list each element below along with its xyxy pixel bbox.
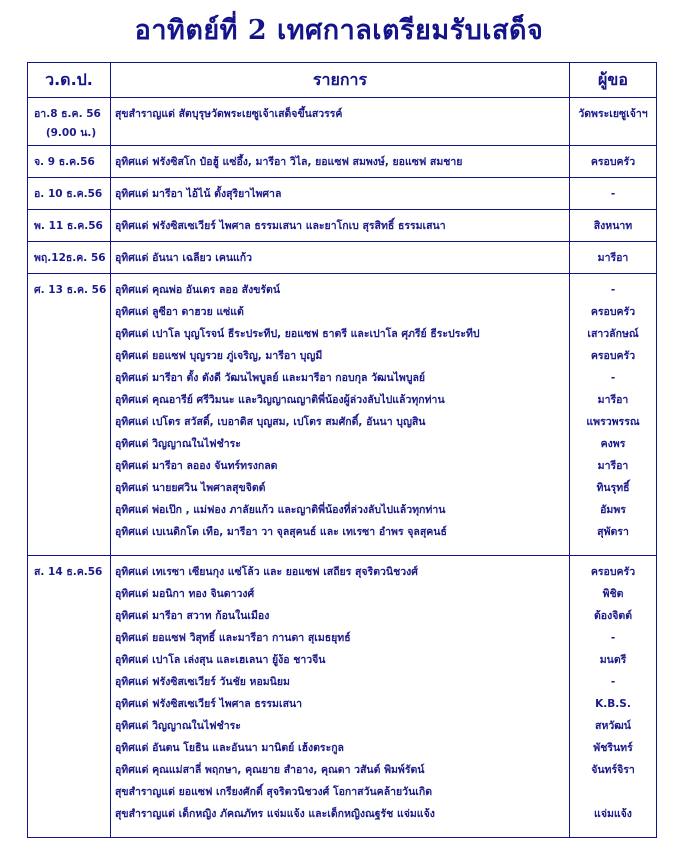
intention-line: อุทิศแด่ อันตน โยธิน และอันนา มานิตย์ เฮ้งตระกูล [115, 742, 344, 754]
requester-name: ครอบครัว [590, 306, 636, 318]
date-cell [28, 556, 111, 838]
requester-name: วัดพระเยซูเจ้าฯ [578, 108, 648, 120]
date-cell [28, 178, 111, 210]
intention-line: อุทิศแด่ เปโตร สวัสดิ์, เบอาดิส บุญสม, เปโตร สมศักดิ์, อันนา บุญสิน [115, 416, 426, 428]
requester-name: ครอบครัว [590, 350, 636, 362]
items-cell [111, 178, 570, 210]
intention-line: อุทิศแด่ ยอแซฟ บุญรวย ภู่เจริญ, มารีอา บุญมี [115, 350, 323, 362]
requester-name [572, 781, 654, 803]
date-text: จ. 9 ธ.ค.56 [34, 156, 95, 168]
intention-line: อุทิศแด่ เบเนดิกโต เทือ, มารีอา วา จุลสุคนธ์ และ เทเรซา อำพร จุลสุคนธ์ [115, 526, 447, 538]
intention-line: อุทิศแด่ วิญญาณในไฟชำระ [115, 438, 241, 450]
requester-cell [570, 178, 657, 210]
intention-line: อุทิศแด่ พ่อเป๊ก , แม่ฟอง ภาลัยแก้ว และญาติพี่น้องที่ล่วงลับไปแล้วทุกท่าน [115, 504, 446, 516]
date-text: พฤ.12ธ.ค. 56 [34, 252, 106, 264]
requester-name: - [610, 676, 616, 688]
requester-name: สหวัฒน์ [595, 720, 631, 732]
date-cell [28, 242, 111, 274]
table-row [28, 210, 657, 242]
requester-cell [570, 98, 657, 146]
table-row [28, 274, 657, 556]
requester-name: เสาวลักษณ์ [587, 328, 639, 340]
intention-line: อุทิศแด่ คุณแม่สาลี่ พฤกษา, คุณยาย สำอาง, คุณดา วสันต์ พิมพ์รัตน์ [115, 764, 425, 776]
intention-line: อุทิศแด่ มารีอา สวาท ก้อนในเมือง [115, 610, 270, 622]
row-spacer [115, 543, 565, 551]
intention-line: อุทิศแด่ นายยศวิน ไพศาลสุขจิตต์ [115, 482, 266, 494]
requester-name: คงพร [600, 438, 626, 450]
intention-line: สุขสำราญแด่ ยอแซฟ เกรียงศักดิ์ สุจริตวนิชวงศ์ โอกาสวันคล้ายวันเกิด [115, 786, 433, 798]
intention-line: อุทิศแด่ เทเรซา เซียนกุง แซ่โล้ว และ ยอแซฟ เสถียร สุจริตวนิชวงศ์ [115, 566, 418, 578]
table-row [28, 146, 657, 178]
requester-name: พิชิต [602, 588, 624, 600]
date-text: อา.8 ธ.ค. 56 [34, 108, 101, 120]
row-spacer [115, 825, 565, 833]
intention-line: อุทิศแด่ ยอแซฟ วิสุทธิ์ และมารีอา กานดา สุเมธยุทธ์ [115, 632, 351, 644]
requester-name: แพรวพรรณ [586, 416, 640, 428]
requester-name: มารีอา [597, 252, 629, 264]
requester-cell [570, 210, 657, 242]
items-cell [111, 242, 570, 274]
requester-cell [570, 242, 657, 274]
requester-name: ครอบครัว [590, 566, 636, 578]
requester-name: - [610, 372, 616, 384]
intention-line: อุทิศแด่ ฟรังซิสโก ป๋อฮู้ แซ่อึ้ง, มารีอา วิไล, ยอแซฟ สมพงษ์, ยอแซฟ สมชาย [115, 156, 463, 168]
table-row [28, 178, 657, 210]
requester-name: - [610, 632, 616, 644]
intention-line: อุทิศแด่ อันนา เฉลียว เคนแก้ว [115, 252, 253, 264]
intention-line: อุทิศแด่ ลูซีอา ดาฮวย แซ่แต้ [115, 306, 244, 318]
page-title: อาทิตย์ที่ 2 เทศกาลเตรียมรับเสด็จ [134, 15, 544, 46]
intention-line: อุทิศแด่ วิญญาณในไฟชำระ [115, 720, 241, 732]
requester-name: แจ่มแจ้ง [594, 808, 632, 820]
requester-name: อัมพร [600, 504, 626, 516]
date-column-header: ว.ด.ป. [28, 63, 111, 98]
date-cell [28, 274, 111, 556]
items-column-header: รายการ [111, 63, 570, 98]
intention-line: อุทิศแด่ ฟรังซิสเซเวียร์ ไพศาล ธรรมเสนา [115, 698, 303, 710]
requester-name: ต้องจิตต์ [593, 610, 633, 622]
time-text: (9.00 น.) [45, 127, 97, 139]
requester-name: สิงหนาท [593, 220, 633, 232]
items-cell [111, 210, 570, 242]
requester-name: สุพัตรา [597, 526, 629, 538]
requester-name: K.B.S. [595, 698, 631, 710]
intention-line: สุขสำราญแด่ สัตบุรุษวัดพระเยซูเจ้าเสด็จขึ้นสวรรค์ [115, 108, 343, 120]
table-header-row [28, 63, 657, 98]
row-spacer [572, 543, 654, 551]
requester-cell [570, 146, 657, 178]
mass-intention-table [27, 62, 657, 838]
requester-name: - [610, 188, 616, 200]
items-cell [111, 98, 570, 146]
date-text: ส. 14 ธ.ค.56 [34, 566, 103, 578]
items-cell [111, 146, 570, 178]
date-text: พ. 11 ธ.ค.56 [34, 220, 103, 232]
row-spacer [572, 825, 654, 833]
intention-line: อุทิศแด่ มอนิกา ทอง จินดาวงศ์ [115, 588, 255, 600]
items-cell [111, 556, 570, 838]
items-cell [111, 274, 570, 556]
intention-line: อุทิศแด่ เปาโล บุญโรจน์ ธีระประทีป, ยอแซฟ ธาตรี และเปาโล ศุภรีย์ ธีระประทีป [115, 328, 480, 340]
requester-name: ทินรุทธิ์ [596, 482, 630, 494]
intention-line: อุทิศแด่ มารีอา ลออง จันทร์ทรงกลด [115, 460, 278, 472]
table-row [28, 242, 657, 274]
requester-name: พัชรินทร์ [593, 742, 633, 754]
table-row [28, 556, 657, 838]
intention-line: อุทิศแด่ มารีอา ตั้ง ตังดี วัฒนไพบูลย์ และมารีอา กอบกุล วัฒนไพบูลย์ [115, 372, 426, 384]
requester-cell [570, 556, 657, 838]
table-row [28, 98, 657, 146]
requester-name: มารีอา [597, 394, 629, 406]
date-cell [28, 146, 111, 178]
requester-name: - [610, 284, 616, 296]
requester-column-header: ผู้ขอ [570, 63, 657, 98]
intention-line: อุทิศแด่ คุณพ่อ อันเดร ลออ สังขรัตน์ [115, 284, 281, 296]
requester-name: มนตรี [599, 654, 627, 666]
intention-line: อุทิศแด่ ฟรังซิสเซเวียร์ ไพศาล ธรรมเสนา และยาโกเบ สุรสิทธิ์ ธรรมเสนา [115, 220, 446, 232]
intention-line: อุทิศแด่ มารีอา ไอ้ไน้ ตั้งสุริยาไพศาล [115, 188, 282, 200]
intention-line: อุทิศแด่ เปาโล เล่งสุน และเฮเลนา ยู้ง้อ ชาวจีน [115, 654, 326, 666]
date-cell [28, 98, 111, 146]
requester-cell [570, 274, 657, 556]
intention-line: สุขสำราญแด่ เด็กหญิง ภัคณภัทร แจ่มแจ้ง และเด็กหญิงณฐรัช แจ่มแจ้ง [115, 808, 435, 820]
date-text: ศ. 13 ธ.ค. 56 [34, 284, 107, 296]
intention-line: อุทิศแด่ ฟรังซิสเซเวียร์ วันชัย หอมนิยม [115, 676, 290, 688]
date-text: อ. 10 ธ.ค.56 [34, 188, 103, 200]
intention-line: อุทิศแด่ คุณอารีย์ ศรีวิมนะ และวิญญาณญาติพี่น้องผู้ล่วงลับไปแล้วทุกท่าน [115, 394, 445, 406]
requester-name: ครอบครัว [590, 156, 636, 168]
date-cell [28, 210, 111, 242]
requester-name: มารีอา [597, 460, 629, 472]
requester-name: จันทร์จิรา [591, 764, 635, 776]
